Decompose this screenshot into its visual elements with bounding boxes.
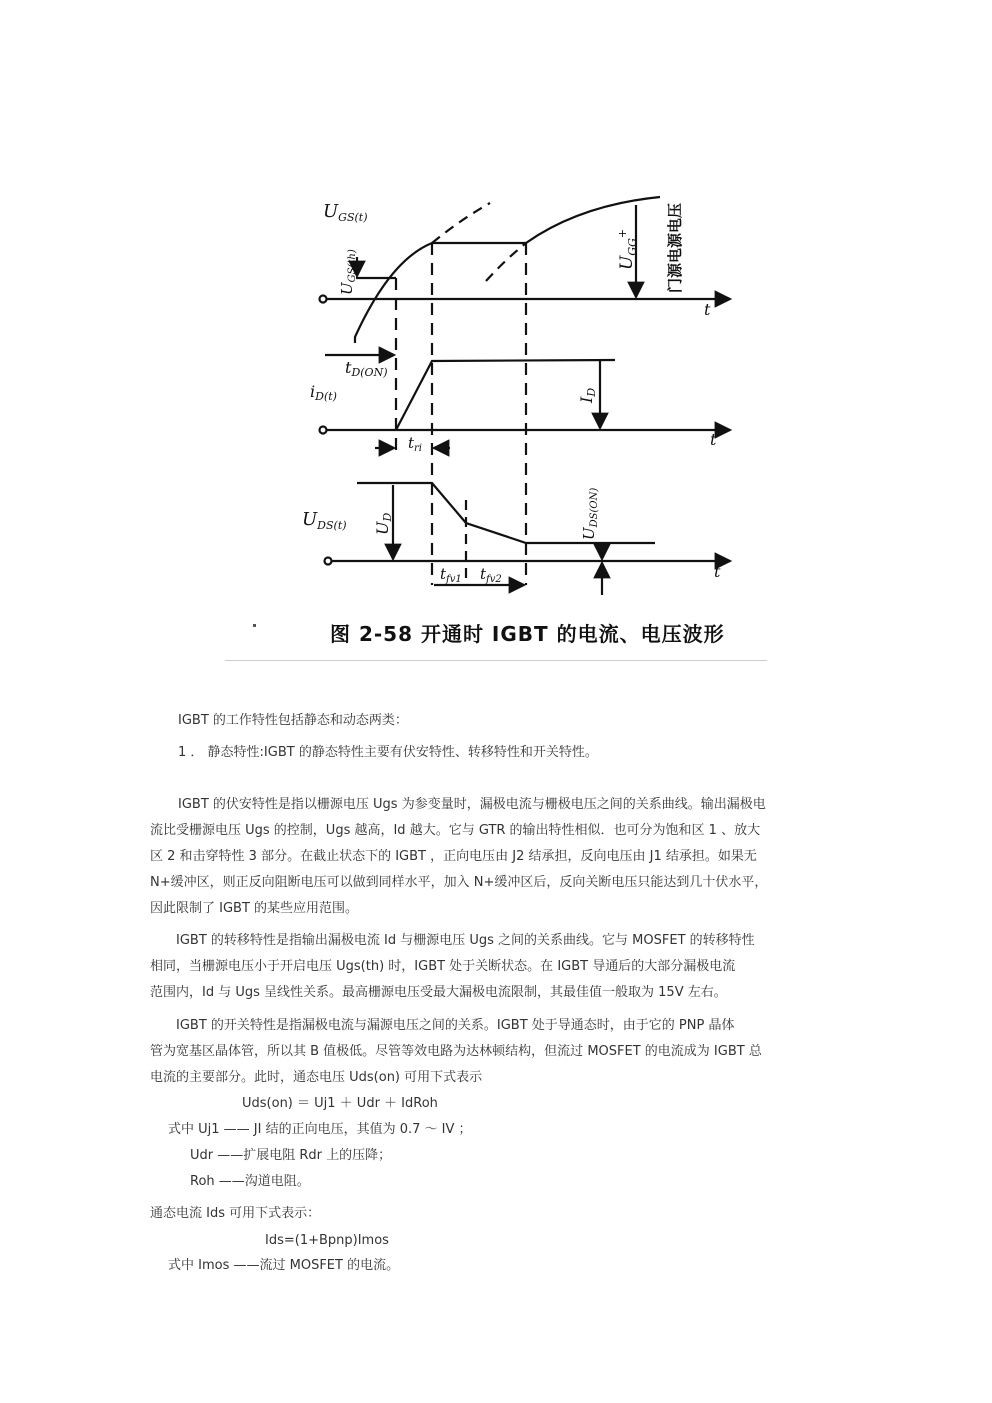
- id-amp-label: ID: [577, 387, 598, 403]
- formula-uds-on: Uds(on) ＝ Uj1 ＋ Udr ＋ IdRoh: [242, 1096, 438, 1111]
- paragraph-3-line: IGBT 的开关特性是指漏极电流与漏源电压之间的关系。IGBT 处于导通态时，由于它的 PNP 晶体: [176, 1018, 735, 1033]
- paragraph-3: [150, 1013, 850, 1091]
- origin-3: [325, 558, 332, 565]
- paragraph-3-line: 管为宽基区晶体管，所以其 B 值极低。尽管等效电路为达林顿结构，但流过 MOSFET 的电流成为 IGBT 总: [150, 1044, 762, 1059]
- where-imos: 式中 Imos ——流过 MOSFET 的电流。: [168, 1258, 400, 1273]
- intro-text: IGBT 的工作特性包括静态和动态两类：: [178, 713, 408, 728]
- stray-mark: [253, 624, 256, 627]
- item-1: 1 ． 静态特性:IGBT 的静态特性主要有伏安特性、转移特性和开关特性。: [178, 745, 598, 760]
- origin-1: [320, 296, 327, 303]
- paragraph-2-line: IGBT 的转移特性是指输出漏极电流 Id 与栅源电压 Ugs 之间的关系曲线。它与 MOSFET 的转移特性: [176, 933, 755, 948]
- t-axis-label-1: t: [704, 300, 711, 319]
- waveform-figure: [290, 165, 750, 645]
- udson-label: $U_{DS(ON)}$: [580, 487, 600, 540]
- where-udr: Udr ——扩展电阻 Rdr 上的压降；: [190, 1148, 392, 1163]
- gate-supply-label: 门源电源电压: [666, 202, 684, 293]
- paragraph-1-line: 区 2 和击穿特性 3 部分。在截止状态下的 IGBT ，正向电压由 J2 结承担，反向电压由 J1 结承担。如果无: [150, 849, 757, 864]
- ugs-dashed-2: [486, 243, 526, 281]
- paragraph-2-line: 范围内，Id 与 Ugs 呈线性关系。最高栅源电压受最大漏极电流限制，其最佳值一般取为 15V 左右。: [150, 985, 727, 1000]
- paragraph-2: [150, 928, 850, 1006]
- tri-label: $t_{ri}$: [408, 434, 423, 454]
- formula-ids: Ids=(1+Bpnp)Imos: [265, 1233, 389, 1248]
- paragraph-1-line: N+缓冲区，则正反向阻断电压可以做到同样水平，加入 N+缓冲区后，反向关断电压只能达到几十伏水平，: [150, 875, 768, 890]
- ugs-dashed-1: [432, 203, 490, 243]
- paragraph-2-line: 相同，当栅源电压小于开启电压 Ugs(th) 时，IGBT 处于关断状态。在 IGBT 导通后的大部分漏极电流: [150, 959, 736, 974]
- divider: [225, 660, 767, 661]
- figure-caption: 图 2-58 开通时 IGBT 的电流、电压波形: [330, 622, 725, 646]
- waveform-diagram: [290, 165, 750, 645]
- uds-label: $U_{DS(t)}$: [302, 509, 347, 532]
- id-label: iD(t): [310, 382, 337, 403]
- origin-2: [320, 427, 327, 434]
- ugs-label: $U_{GS(t)}$: [323, 201, 368, 224]
- ugg-label: $U_{GG}^+$: [616, 228, 639, 270]
- tfv2-label: $t_{fv2}$: [480, 565, 502, 585]
- tfv1-label: $t_{fv1}$: [440, 565, 462, 585]
- ud-label: UD: [373, 512, 394, 535]
- paragraph-4: 通态电流 Ids 可用下式表示：: [150, 1206, 321, 1221]
- t-axis-label-2: t: [710, 430, 717, 449]
- t-axis-label-3: t: [714, 562, 721, 581]
- paragraph-1-line: 因此限制了 IGBT 的某些应用范围。: [150, 901, 359, 916]
- where-roh: Roh ——沟道电阻。: [190, 1174, 310, 1189]
- ugs-curve: [355, 197, 660, 343]
- paragraph-1-line: IGBT 的伏安特性是指以栅源电压 Ugs 为参变量时，漏极电流与栅极电压之间的关系曲线。输出漏极电: [178, 797, 766, 812]
- paragraph-3-line: 电流的主要部分。此时，通态电压 Uds(on) 可用下式表示: [150, 1070, 483, 1085]
- paragraph-1-line: 流比受栅源电压 Ugs 的控制，Ugs 越高，Id 越大。它与 GTR 的输出特性相似．也可分为饱和区 1 、放大: [150, 823, 761, 838]
- paragraph-1: [150, 792, 850, 922]
- tdon-label: tD(ON): [345, 358, 388, 379]
- uds-curve: [357, 483, 655, 543]
- where-uj1: 式中 Uj1 —— JI 结的正向电压，其值为 0.7 ～ IV ；: [168, 1122, 472, 1137]
- id-curve: [396, 360, 615, 430]
- ugsth-label: $U_{GS(th)}$: [338, 249, 358, 295]
